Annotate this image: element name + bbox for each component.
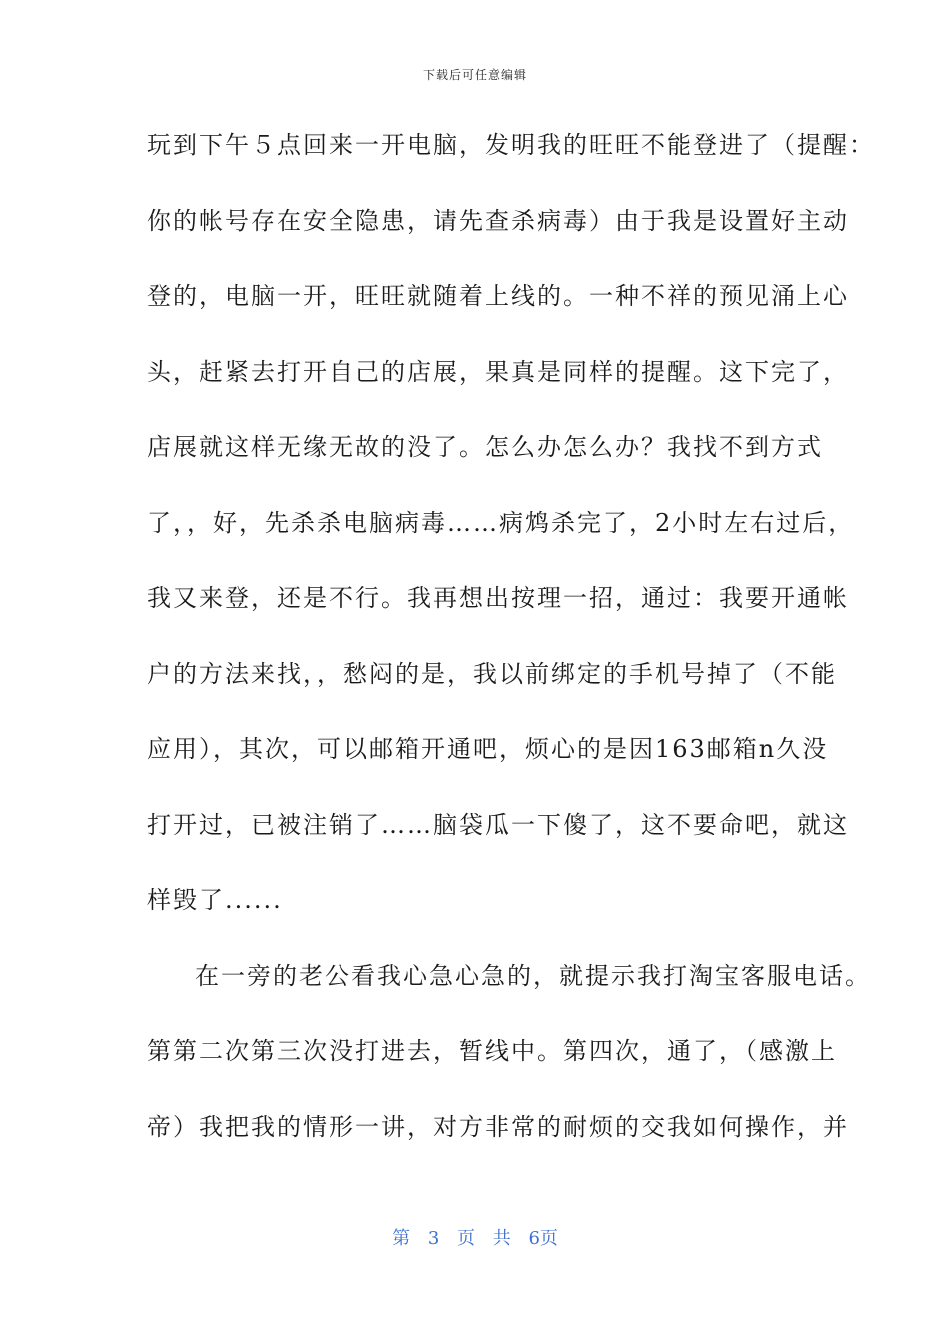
page-footer	[0, 1224, 950, 1250]
text-line: 了，，好，先杀杀电脑病毒……病鸩杀完了，2小时左右过后，	[147, 508, 855, 537]
footer-page-number: 3	[427, 1228, 440, 1249]
text-line: 登的，电脑一开，旺旺就随着上线的。一种不祥的预见涌上心	[147, 282, 849, 310]
footer-di: 第	[392, 1228, 411, 1249]
text-line: 样毁了......	[147, 886, 283, 914]
paragraph-first-line: 在一旁的老公看我心急心急的，就提示我打淘宝客服电话。	[195, 961, 871, 990]
document-body	[147, 120, 875, 1177]
text-line: 打开过，已被注销了……脑袋瓜一下傻了，这不要命吧，就这	[147, 810, 849, 839]
text-line: 我又来登，还是不行。我再想出按理一招，通过：我要开通帐	[147, 584, 849, 612]
text-line: 你的帐号存在安全隐患，请先查杀病毒）由于我是设置好主动	[147, 206, 849, 235]
text-line: 玩到下午５点回来一开电脑，发明我的旺旺不能登进了（提醒：	[147, 131, 875, 159]
text-line: 第第二次第三次没打进去，暂线中。第四次，通了，（感激上	[147, 1037, 837, 1065]
text-line: 店展就这样无缘无故的没了。怎么办怎么办？我找不到方式	[147, 433, 823, 461]
text-line: 帝）我把我的情形一讲，对方非常的耐烦的交我如何操作，并	[147, 1112, 849, 1141]
text-line: 头，赶紧去打开自己的店展，果真是同样的提醒。这下完了，	[147, 357, 849, 386]
footer-total-pages: 6页	[528, 1228, 558, 1249]
text-line: 户的方法来找，，愁闷的是，我以前绑定的手机号掉了（不能	[147, 659, 837, 688]
footer-ye: 页	[457, 1228, 475, 1249]
footer-gong: 共	[492, 1228, 511, 1249]
text-line: 应用），其次，可以邮箱开通吧，烦心的是因163邮箱n久没	[147, 735, 829, 763]
page-header: 下载后可任意编辑	[422, 68, 527, 82]
